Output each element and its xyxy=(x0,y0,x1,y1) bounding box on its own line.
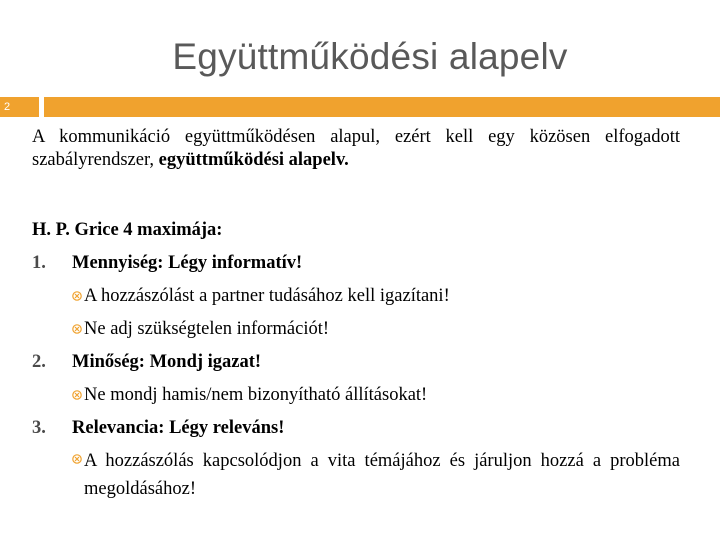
maxim-number: 1. xyxy=(32,253,46,273)
maxim-item xyxy=(32,247,680,280)
slide-number: 2 xyxy=(0,97,39,117)
sub-bullet xyxy=(32,313,680,346)
sub-bullet-text: A hozzászólást a partner tudásához kell igazítani! xyxy=(84,286,450,306)
sub-bullet-text: Ne mondj hamis/nem bizonyítható állításokat! xyxy=(84,385,428,405)
circle-x-bullet-icon xyxy=(72,454,82,464)
maxim-2 xyxy=(32,346,680,412)
maxim-item xyxy=(32,346,680,379)
sub-bullet xyxy=(32,445,680,503)
maxim-label: Minőség: Mondj igazat! xyxy=(72,352,262,372)
slide-title: Együttműködési alapelv xyxy=(172,36,568,77)
sub-bullet xyxy=(32,280,680,313)
accent-bar xyxy=(44,97,720,117)
maxim-label: Relevancia: Légy releváns! xyxy=(72,418,285,438)
maxims-heading: H. P. Grice 4 maximája: xyxy=(32,220,223,240)
maxim-3 xyxy=(32,412,680,503)
circle-x-bullet-icon xyxy=(72,324,82,334)
circle-x-bullet-icon xyxy=(72,291,82,301)
circle-x-bullet-icon xyxy=(72,390,82,400)
intro-text: A kommunikáció együttműködésen alapul, ezért kell egy közösen elfogadott szabályrendszer, xyxy=(32,127,680,170)
maxim-number: 3. xyxy=(32,418,46,438)
intro-bold: együttműködési alapelv. xyxy=(158,150,349,170)
sub-bullet xyxy=(32,379,680,412)
maxim-label: Mennyiség: Légy informatív! xyxy=(72,253,303,273)
sub-bullet-text: Ne adj szükségtelen információt! xyxy=(84,319,330,339)
maxim-1 xyxy=(32,247,680,346)
header-bar xyxy=(0,97,720,117)
sub-bullet-text: A hozzászólás kapcsolódjon a vita témájához és járuljon hozzá a probléma megoldásához! xyxy=(84,451,680,499)
maxim-item xyxy=(32,412,680,445)
maxim-number: 2. xyxy=(32,352,46,372)
slide-content xyxy=(32,126,680,503)
intro-paragraph xyxy=(32,126,680,172)
